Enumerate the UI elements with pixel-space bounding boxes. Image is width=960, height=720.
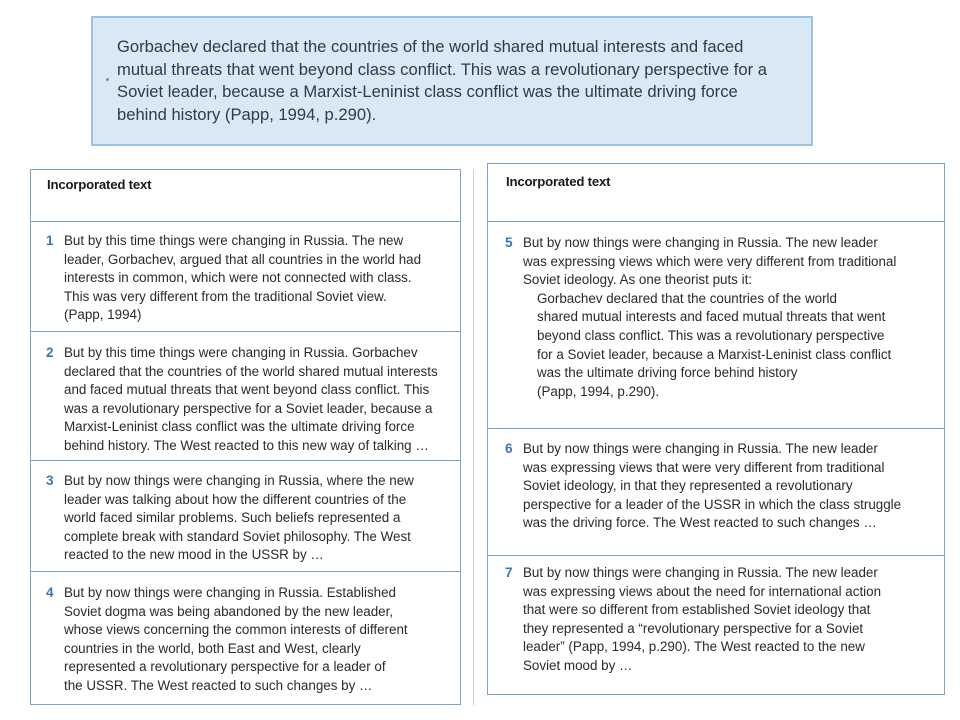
entry-number: 1 (46, 233, 54, 248)
entry-6 (505, 440, 901, 533)
quote-line: ultimate driving force behind history (Papp, 1994, p.290). (117, 82, 738, 124)
entry-line: the USSR. The West reacted to such changes by … (64, 677, 373, 693)
entry-line: (Papp, 1994) (64, 307, 142, 323)
entry-line: But by now things were changing in Russia. The new leader (523, 565, 878, 580)
entry-line: But by this time things were changing in Russia. The new (64, 233, 404, 248)
entry-number: 2 (46, 345, 54, 360)
table-row (487, 555, 944, 695)
entry-line: But by now things were changing in Russia. The new leader (523, 441, 878, 456)
entry-line: leader” (Papp, 1994, p.290). The West reacted to the new (523, 639, 865, 655)
quoted-line: Gorbachev declared that the countries of the world (537, 290, 837, 306)
entry-4 (46, 584, 408, 696)
source-quote-text (117, 36, 791, 126)
entry-line: But by this time things were changing in Russia. Gorbachev (64, 345, 418, 360)
entry-2 (46, 344, 438, 456)
table-row (487, 221, 944, 428)
entry-line: perspective for a leader of the USSR in which the class struggle (523, 496, 902, 512)
entry-line: was the driving force. The West reacted to such changes … (523, 515, 877, 531)
quoted-line: (Papp, 1994, p.290). (537, 383, 660, 399)
entry-number: 4 (46, 585, 54, 600)
entry-line: behind history. The West reacted to this new way of talking … (64, 437, 429, 453)
entry-line: complete break with standard Soviet philosophy. The West (64, 528, 411, 544)
entry-line: This was very different from the traditional Soviet view. (64, 288, 387, 304)
quoted-line: beyond class conflict. This was a revolutionary perspective (537, 327, 885, 343)
block-quotation (537, 290, 896, 402)
entry-line: they represented a “revolutionary perspective for a Soviet (523, 620, 864, 636)
entry-line: But by now things were changing in Russia, where the new (64, 473, 414, 488)
quote-line: perspective for a Soviet leader, because a Marxist-Leninist class conflict was the (117, 59, 767, 102)
entry-line: represented a revolutionary perspective for a leader of (64, 659, 386, 675)
table-row (30, 460, 460, 571)
entry-line: interests in common, which were not connected with class. (64, 270, 412, 286)
right-table-header: Incorporated text (506, 174, 611, 189)
entry-line: and faced mutual threats that went beyond class conflict. This (64, 382, 430, 398)
entry-line: leader was talking about how the different countries of the (64, 491, 407, 507)
left-table-header: Incorporated text (47, 177, 152, 192)
table-row (30, 571, 460, 705)
entry-line: was expressing views which were very different from traditional (523, 253, 897, 269)
left-table-divider (460, 169, 461, 705)
entry-number: 7 (505, 565, 513, 580)
entry-number: 5 (505, 235, 513, 250)
right-table-header-cell (487, 163, 944, 221)
entry-line: Soviet ideology. As one theorist puts it: (523, 272, 753, 288)
entry-3 (46, 472, 414, 565)
quote-line: Gorbachev declared that the countries of the world shared mutual interests and (117, 37, 699, 56)
source-quote-box (91, 16, 813, 146)
entry-line: Soviet ideology, in that they represented a revolutionary (523, 478, 853, 494)
entry-line: But by now things were changing in Russia. The new leader (523, 235, 878, 250)
left-table-header-cell (30, 169, 460, 221)
entry-line: leader, Gorbachev, argued that all countries in the world had (64, 251, 422, 267)
quoted-line: for a Soviet leader, because a Marxist-Leninist class conflict (537, 346, 892, 362)
entry-line: countries in the world, both East and West, clearly (64, 640, 361, 656)
quoted-line: shared mutual interests and faced mutual threats that went (537, 309, 886, 325)
entry-number: 6 (505, 441, 513, 456)
entry-1 (46, 232, 421, 325)
entry-line: was expressing views that were very different from traditional (523, 459, 885, 475)
entry-line: Soviet dogma was being abandoned by the new leader, (64, 603, 394, 619)
table-row (487, 428, 944, 555)
entry-line: Marxist-Leninist class conflict was the ultimate driving force (64, 419, 415, 435)
entry-line: Soviet mood by … (523, 657, 633, 673)
entry-line: declared that the countries of the world shared mutual interests (64, 363, 438, 379)
entry-line: world faced similar problems. Such beliefs represented a (64, 510, 401, 526)
entry-line: was a revolutionary perspective for a Soviet leader, because a (64, 400, 433, 416)
left-table-edge (473, 169, 474, 705)
quote-line: faced mutual threats that went beyond class conflict. This was a revolutionary (117, 37, 744, 79)
quoted-line: was the ultimate driving force behind history (537, 365, 798, 381)
margin-dot (106, 78, 109, 81)
entry-7 (505, 564, 881, 676)
entry-line: was expressing views about the need for international action (523, 583, 882, 599)
table-row (30, 221, 460, 331)
entry-line: whose views concerning the common interests of different (64, 622, 408, 638)
table-row (30, 331, 460, 460)
entry-number: 3 (46, 473, 54, 488)
entry-5 (505, 234, 896, 401)
entry-line: reacted to the new mood in the USSR by … (64, 547, 324, 563)
right-table-divider (944, 163, 945, 695)
entry-line: But by now things were changing in Russia. Established (64, 585, 396, 600)
entry-line: that were so different from established Soviet ideology that (523, 602, 871, 618)
